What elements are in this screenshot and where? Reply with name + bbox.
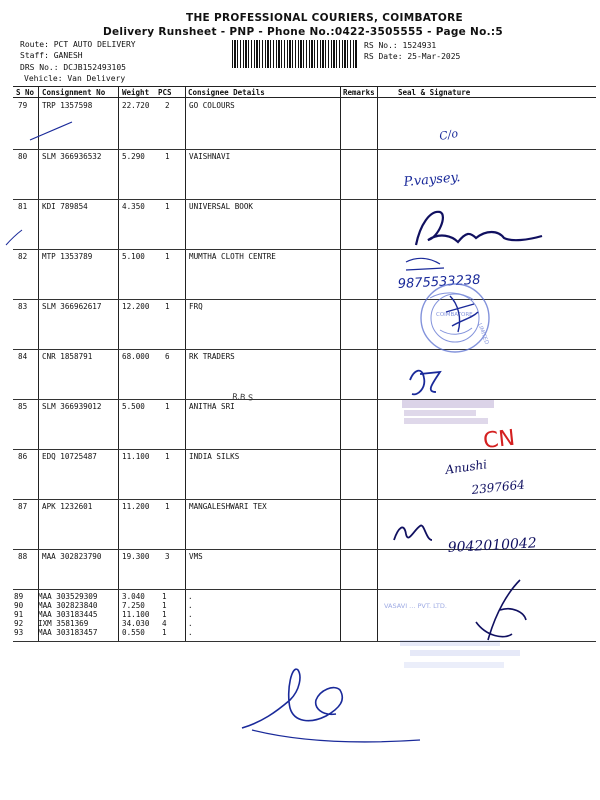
cell-consignment: SLM 366936532 xyxy=(42,152,102,161)
cell-sno: 86 xyxy=(18,452,28,461)
drs-label: DRS No.: DCJB152493105 xyxy=(20,63,126,72)
cell-sno: 83 xyxy=(18,302,28,311)
signature-bottom xyxy=(242,669,342,728)
cell-pcs: 4 xyxy=(162,619,167,628)
note-r84: R.B.S xyxy=(231,392,254,403)
vasavi-stamp xyxy=(384,602,520,668)
cell-pcs: 6 xyxy=(165,352,170,361)
cell-consignment: MAA 302823840 xyxy=(38,601,98,610)
cell-pcs: 3 xyxy=(165,552,170,561)
cell-pcs: 1 xyxy=(162,610,167,619)
signature-r87: 9042010042 xyxy=(447,535,538,556)
cell-weight: 7.250 xyxy=(122,601,145,610)
cell-pcs: 1 xyxy=(165,302,170,311)
cell-weight: 5.100 xyxy=(122,252,145,261)
col-header-pcs: PCS xyxy=(158,88,172,97)
cell-consignee: . xyxy=(188,592,193,601)
runsheet-subtitle: Delivery Runsheet - PNP - Phone No.:0422-3505555 - Page No.:5 xyxy=(103,26,504,38)
cell-consignee: VMS xyxy=(189,552,203,561)
cell-sno: 87 xyxy=(18,502,28,511)
cell-consignment: MAA 302823790 xyxy=(42,552,102,561)
cell-consignee: FRQ xyxy=(189,302,203,311)
cell-weight: 4.350 xyxy=(122,202,145,211)
signature-r85: CN xyxy=(482,425,517,454)
signature-r86a: Anushi xyxy=(444,457,488,477)
cell-pcs: 2 xyxy=(165,101,170,110)
cell-pcs: 1 xyxy=(165,502,170,511)
cell-weight: 68.000 xyxy=(122,352,150,361)
cell-pcs: 1 xyxy=(162,592,167,601)
cell-consignment: MAA 303183445 xyxy=(38,610,98,619)
cell-consignee: MUMTHA CLOTH CENTRE xyxy=(189,252,276,261)
col-header-sno: S No xyxy=(16,88,35,97)
cell-consignment: APK 1232601 xyxy=(42,502,93,511)
cell-sno: 79 xyxy=(18,101,28,110)
vehicle-label: Vehicle: Van Delivery xyxy=(24,74,126,83)
cell-consignee: RK TRADERS xyxy=(189,352,235,361)
cell-consignee: ANITHA SRI xyxy=(189,402,235,411)
staff-label: Staff: GANESH xyxy=(20,51,83,60)
col-header-weight: Weight xyxy=(122,88,150,97)
tick-mark xyxy=(30,122,72,140)
stamp-bottom-text: VASAVI ... PVT. LTD. xyxy=(384,602,447,610)
rs-date: RS Date: 25-Mar-2025 xyxy=(364,52,461,61)
route-label: Route: PCT AUTO DELIVERY xyxy=(20,40,136,49)
cell-sno: 90 xyxy=(14,601,24,610)
cell-pcs: 1 xyxy=(165,252,170,261)
signature-r82: 9875533238 xyxy=(397,272,481,292)
cell-consignee: . xyxy=(188,628,193,637)
cell-pcs: 1 xyxy=(165,202,170,211)
cell-sno: 88 xyxy=(18,552,28,561)
cell-consignment: TRP 1357598 xyxy=(42,101,93,110)
cell-sno: 80 xyxy=(18,152,28,161)
cell-sno: 81 xyxy=(18,202,28,211)
signature-r84 xyxy=(410,371,440,395)
cell-weight: 3.040 xyxy=(122,592,145,601)
cell-consignment: EDQ 10725487 xyxy=(42,452,97,461)
cell-consignment: SLM 366962617 xyxy=(42,302,102,311)
cell-pcs: 1 xyxy=(162,601,167,610)
cell-pcs: 1 xyxy=(165,452,170,461)
cell-consignment: MTP 1353789 xyxy=(42,252,93,261)
cell-sno: 84 xyxy=(18,352,28,361)
cell-consignment: CNR 1858791 xyxy=(42,352,93,361)
company-title: THE PROFESSIONAL COURIERS, COIMBATORE xyxy=(186,12,463,24)
signature-r79: C/o xyxy=(438,126,459,143)
col-header-remarks: Remarks xyxy=(343,88,375,97)
cell-sno: 93 xyxy=(14,628,24,637)
cell-weight: 11.200 xyxy=(122,502,150,511)
cell-consignee: MANGALESHWARI TEX xyxy=(189,502,267,511)
cell-weight: 34.030 xyxy=(122,619,150,628)
signature-r86b: 2397664 xyxy=(470,477,526,497)
signature-r82-mark xyxy=(406,258,444,270)
stamp-text-2: LIMITED xyxy=(476,322,490,346)
cell-weight: 12.200 xyxy=(122,302,150,311)
cell-weight: 5.500 xyxy=(122,402,145,411)
cell-consignee: GO COLOURS xyxy=(189,101,235,110)
cell-weight: 11.100 xyxy=(122,610,150,619)
cell-sno: 91 xyxy=(14,610,24,619)
cell-consignee: INDIA SILKS xyxy=(189,452,240,461)
cell-pcs: 1 xyxy=(162,628,167,637)
company-stamp xyxy=(421,284,489,352)
cell-consignment: KDI 789854 xyxy=(42,202,88,211)
cell-consignment: IXM 3581369 xyxy=(38,619,89,628)
signature-bottom-underline xyxy=(252,730,420,742)
cell-weight: 0.550 xyxy=(122,628,145,637)
cell-consignee: . xyxy=(188,610,193,619)
purple-stamp xyxy=(402,400,494,424)
cell-sno: 82 xyxy=(18,252,28,261)
cell-consignee: UNIVERSAL BOOK xyxy=(189,202,254,211)
cell-consignee: VAISHNAVI xyxy=(189,152,231,161)
col-header-consignment: Consignment No xyxy=(42,88,106,97)
signature-r81 xyxy=(416,212,542,245)
signature-group xyxy=(476,580,526,640)
cell-consignment: MAA 303529309 xyxy=(38,592,98,601)
cell-weight: 19.300 xyxy=(122,552,150,561)
cell-consignment: SLM 366939012 xyxy=(42,402,102,411)
stamp-text: COIMBATORE xyxy=(436,312,473,318)
col-header-consignee: Consignee Details xyxy=(188,88,265,97)
cell-pcs: 1 xyxy=(165,402,170,411)
cell-consignee: . xyxy=(188,601,193,610)
cell-consignment: MAA 303183457 xyxy=(38,628,98,637)
cell-weight: 22.720 xyxy=(122,101,150,110)
signature-r80: P.vaysey. xyxy=(403,170,461,190)
cell-pcs: 1 xyxy=(165,152,170,161)
cell-sno: 92 xyxy=(14,619,24,628)
signature-r87-mark xyxy=(394,525,432,540)
cell-sno: 89 xyxy=(14,592,24,601)
cell-consignee: . xyxy=(188,619,193,628)
cell-weight: 5.290 xyxy=(122,152,145,161)
cell-weight: 11.100 xyxy=(122,452,150,461)
rs-number: RS No.: 1524931 xyxy=(364,41,437,50)
col-header-seal: Seal & Signature xyxy=(398,88,471,97)
cell-sno: 85 xyxy=(18,402,28,411)
margin-mark xyxy=(6,230,22,245)
